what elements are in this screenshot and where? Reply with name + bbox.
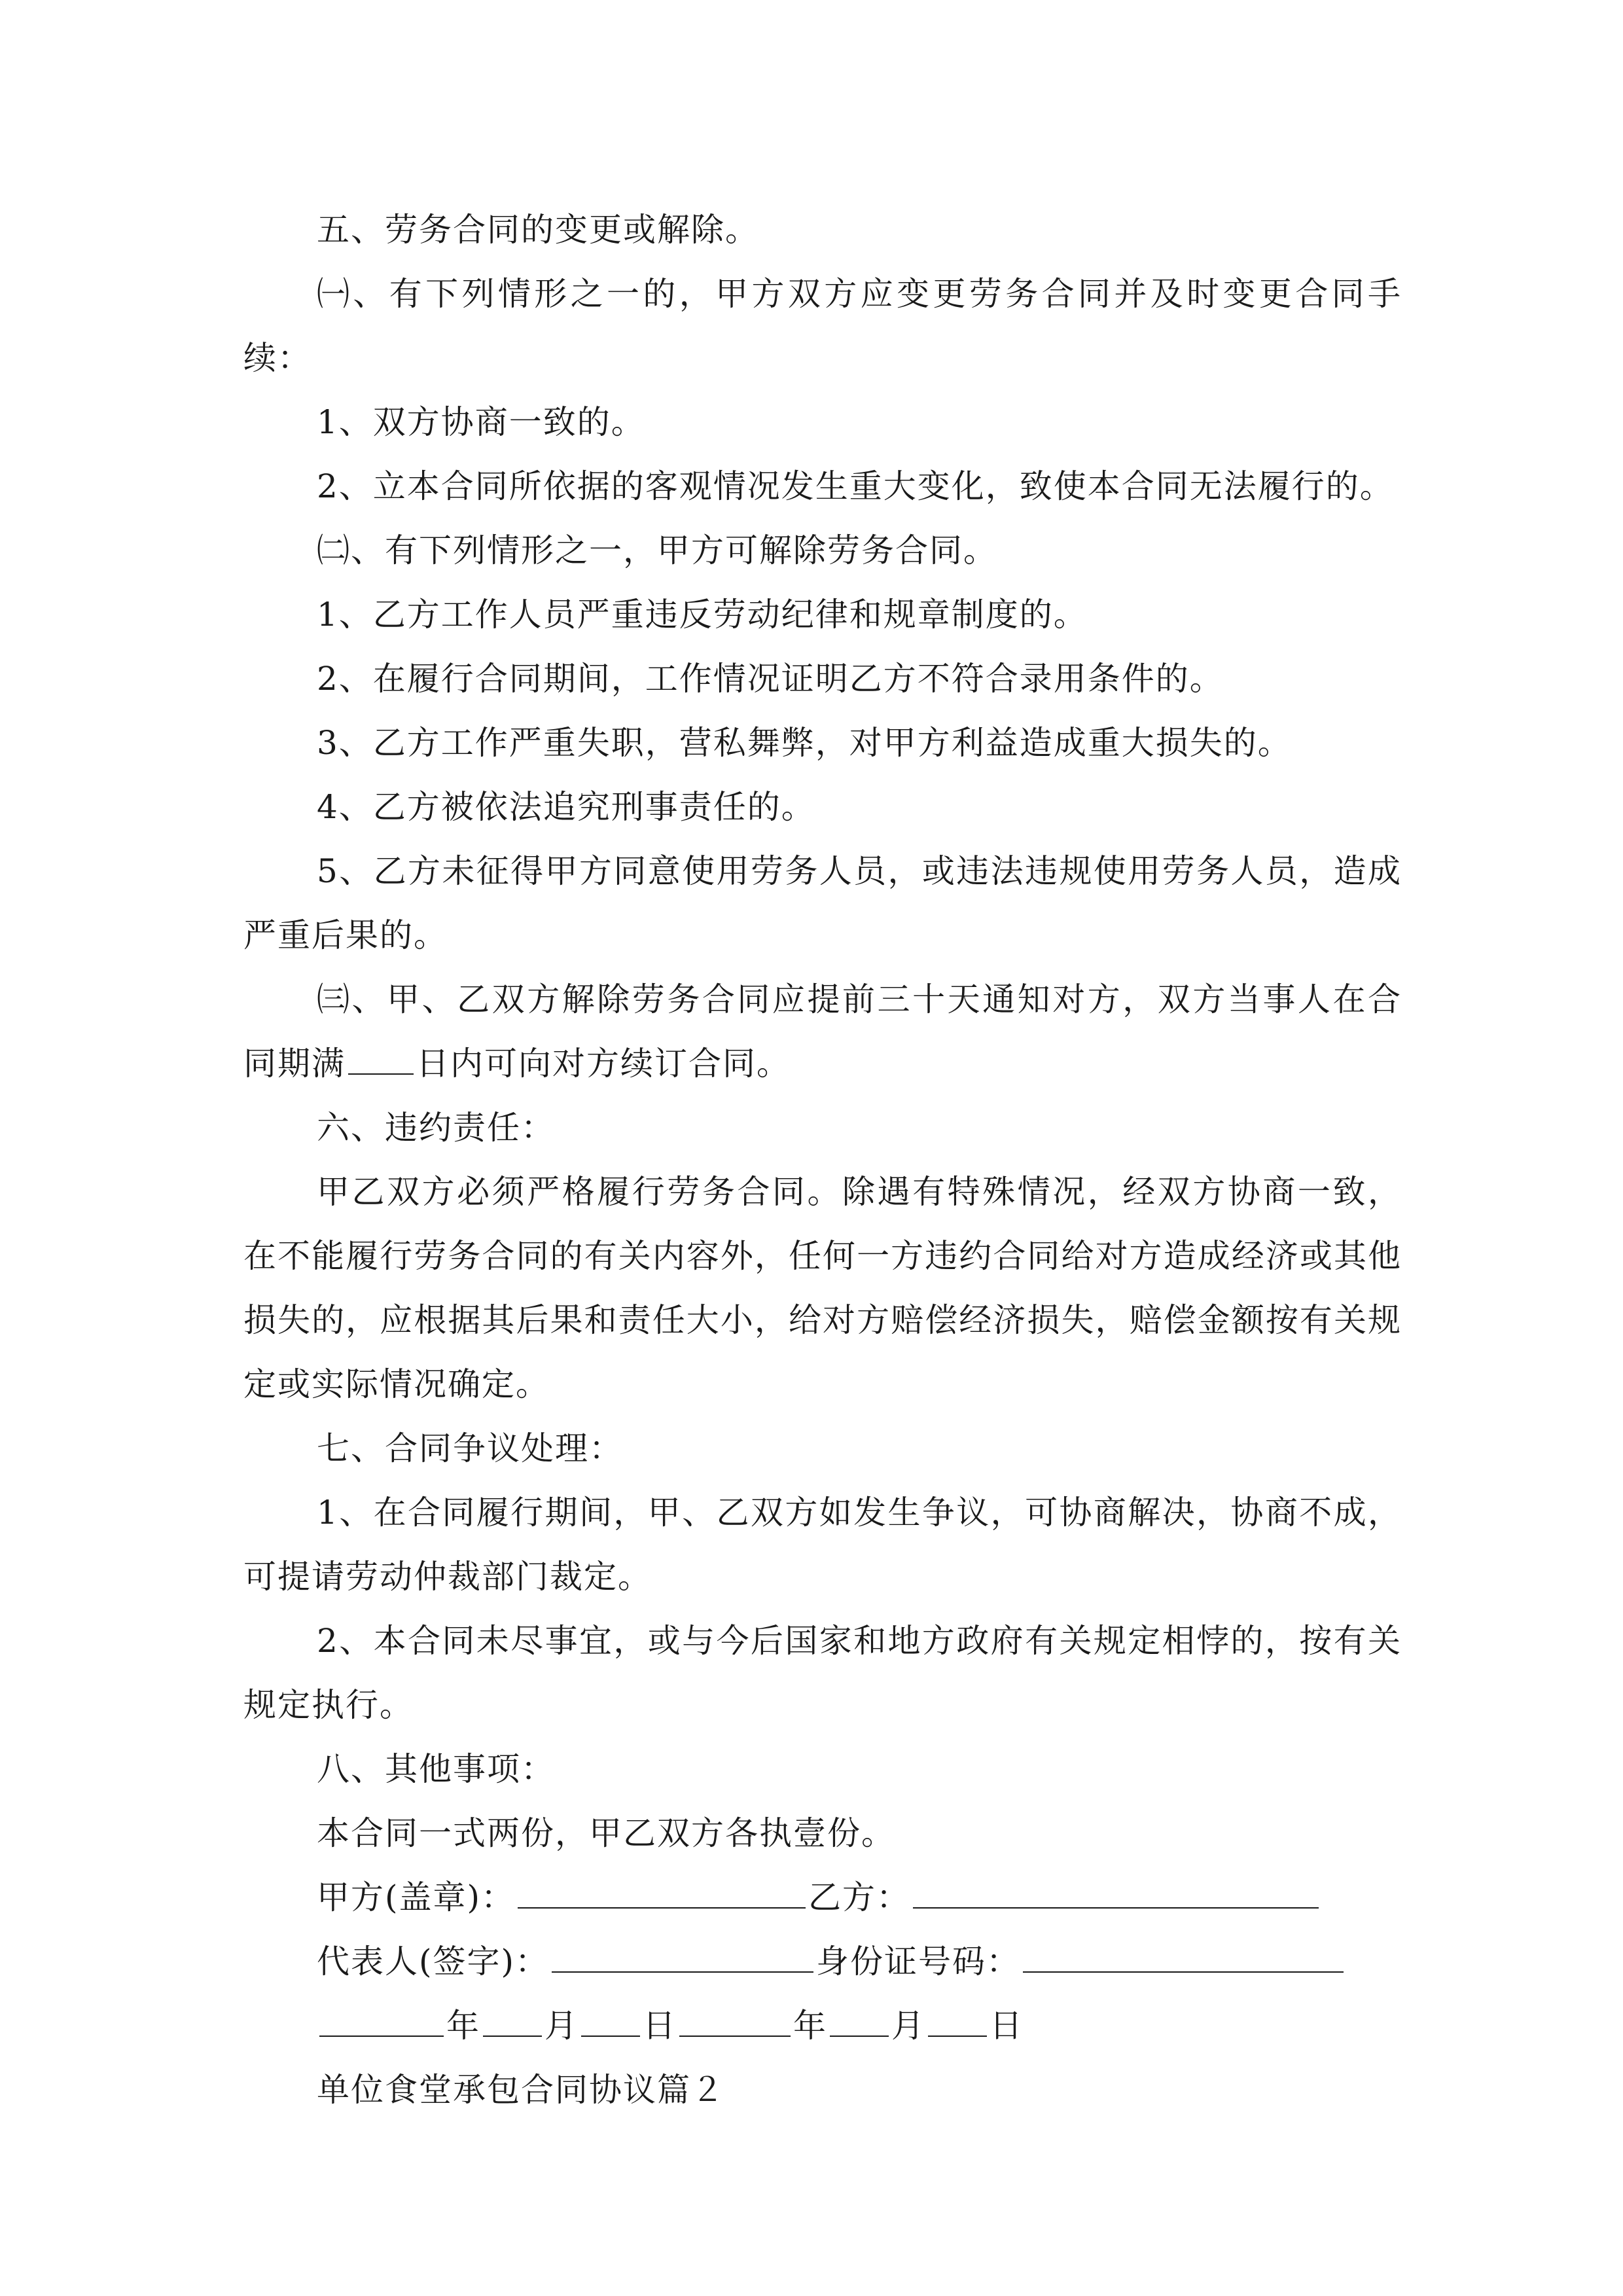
notice-text-before: ㈢、甲、乙双方解除劳务合同应提前三十天通知对方，双方当事人在合同期满 [243,980,1402,1083]
clause-paragraph: 甲乙双方必须严格履行劳务合同。除遇有特殊情况，经双方协商一致，在不能履行劳务合同的有关内容外，任何一方违约合同给对方造成经济或其他损失的，应根据其后果和责任大小，给对方赔偿经济损失，赔偿金额按有关规定或实际情况确定。 [243,1173,1402,1403]
id-number-field[interactable] [1023,1933,1344,1973]
clause-paragraph: 2、立本合同所依据的客观情况发生重大变化，致使本合同无法履行的。 [317,467,1394,505]
clause-paragraph: 1、双方协商一致的。 [317,403,645,441]
day-label: 日 [643,2007,677,2045]
day-label: 日 [990,2007,1024,2045]
month-a-blank[interactable] [483,1998,542,2037]
id-number-label: 身份证号码： [816,1943,1021,1981]
document-body [243,198,1402,2122]
section-heading: 七、合同争议处理： [317,1429,623,1467]
signature-line-representative [243,1929,1402,1994]
date-line [243,1994,1402,2058]
year-a-blank[interactable] [319,1998,444,2037]
year-label: 年 [793,2007,827,2045]
clause-paragraph: 3、乙方工作严重失职，营私舞弊，对甲方利益造成重大损失的。 [317,724,1292,762]
year-b-blank[interactable] [679,1998,791,2037]
clause-paragraph: 本合同一式两份，甲乙双方各执壹份。 [317,1814,895,1852]
month-b-blank[interactable] [830,1998,889,2037]
day-a-blank[interactable] [581,1998,640,2037]
representative-field[interactable] [552,1933,813,1973]
clause-paragraph: ㈡、有下列情形之一，甲方可解除劳务合同。 [317,531,997,569]
clause-paragraph: 5、乙方未征得甲方同意使用劳务人员，或违法违规使用劳务人员，造成严重后果的。 [243,852,1402,954]
clause-paragraph: 1、乙方工作人员严重违反劳动纪律和规章制度的。 [317,596,1088,634]
representative-label: 代表人(签字)： [317,1943,550,1981]
section-heading: 五、劳务合同的变更或解除。 [317,211,759,249]
section-heading: 六、违约责任： [317,1109,555,1147]
year-label: 年 [446,2007,480,2045]
month-label: 月 [891,2007,925,2045]
day-b-blank[interactable] [928,1998,987,2037]
next-section-title: 单位食堂承包合同协议篇２ [317,2071,725,2109]
clause-paragraph: 2、本合同未尽事宜，或与今后国家和地方政府有关规定相悖的，按有关规定执行。 [243,1622,1402,1724]
clause-paragraph: 4、乙方被依法追究刑事责任的。 [317,788,815,826]
signature-line-parties [243,1865,1402,1929]
party-a-field[interactable] [518,1869,806,1909]
clause-paragraph: ㈠、有下列情形之一的，甲方双方应变更劳务合同并及时变更合同手续： [243,275,1402,377]
clause-paragraph: 1、在合同履行期间，甲、乙双方如发生争议，可协商解决，协商不成，可提请劳动仲裁部门裁定。 [243,1494,1402,1596]
notice-paragraph [243,967,1402,1096]
party-b-label: 乙方： [808,1878,911,1916]
month-label: 月 [544,2007,579,2045]
clause-paragraph: 2、在履行合同期间，工作情况证明乙方不符合录用条件的。 [317,660,1224,698]
notice-text-after: 日内可向对方续订合同。 [416,1045,791,1083]
section-heading: 八、其他事项： [317,1750,555,1788]
renewal-days-blank[interactable] [348,1035,414,1075]
party-b-field[interactable] [913,1869,1319,1909]
party-a-label: 甲方(盖章)： [317,1878,516,1916]
